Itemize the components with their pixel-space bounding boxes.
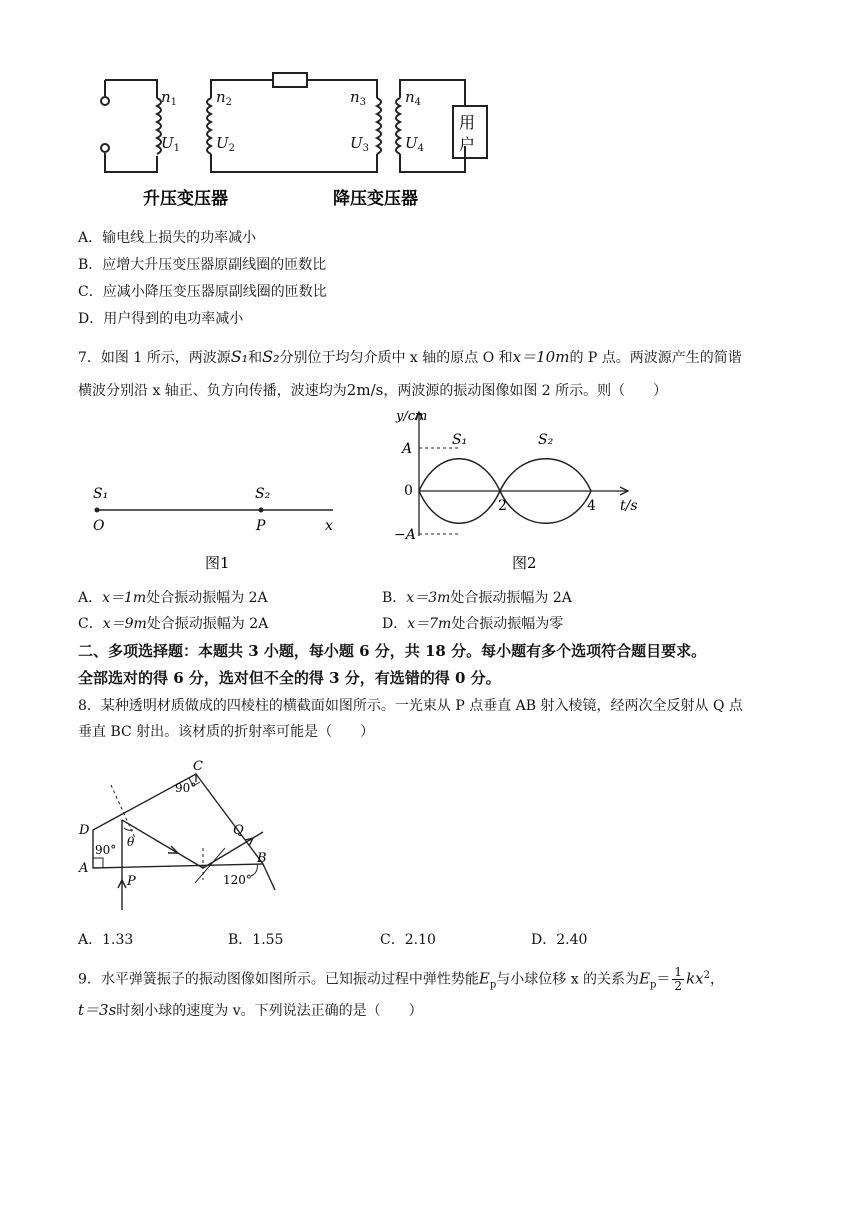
q7-option-a: A．x＝1m处合振动振幅为 2A — [78, 590, 268, 606]
prism-vertex-d: D — [79, 823, 90, 838]
q7-option-b: B．x＝3m处合振动振幅为 2A — [382, 590, 572, 606]
prism-vertex-c: C — [193, 760, 203, 774]
prism-angle-d: 90° — [95, 843, 117, 857]
prism-point-p: P — [127, 874, 136, 889]
prism-theta: θ — [127, 835, 135, 849]
q7-option-d: D．x＝7m处合振动振幅为零 — [382, 616, 564, 632]
fig1-p-label: P — [256, 518, 266, 534]
q8-option-c: C．2.10 — [380, 932, 436, 948]
q8-option-b: B．1.55 — [228, 932, 284, 948]
fig1-s2-label: S₂ — [255, 486, 271, 502]
label-u1: $U_1$ — [161, 134, 181, 154]
fig2-t-axis-label: t/s — [620, 498, 638, 514]
fig2-y-axis-label: y/cm — [396, 409, 428, 424]
user-label-bottom: 户 — [459, 135, 476, 154]
fig1-s1-label: S₁ — [93, 486, 109, 502]
fig2-a-label: A — [402, 441, 413, 457]
q6-option-a: A．输电线上损失的功率减小 — [78, 230, 257, 246]
label-n1: $n_1$ — [161, 88, 178, 108]
fig1-caption: 图1 — [205, 554, 230, 572]
step-up-caption: 升压变压器 — [143, 189, 228, 209]
prism-vertex-a: A — [79, 861, 89, 876]
fig1-origin-label: O — [93, 518, 105, 534]
user-label-top: 用 — [459, 113, 476, 132]
q6-option-b: B．应增大升压变压器原副线圈的匝数比 — [78, 257, 327, 273]
label-u3: $U_3$ — [350, 134, 370, 154]
q9-stem-line2: t＝3s时刻小球的速度为 v。下列说法正确的是（ ） — [78, 1001, 423, 1019]
fig2-s1-curve-label: S₁ — [452, 432, 468, 448]
q7-option-c: C．x＝9m处合振动振幅为 2A — [78, 616, 269, 632]
q9-stem-line1: 9．水平弹簧振子的振动图像如图所示。已知振动过程中弹性势能$E_p$与小球位移 x 的关系为$E_p=$ $\frac{1}{2}$ $kx^2$， — [78, 965, 724, 994]
q7-stem-line1: 7．如图 1 所示，两波源S₁和S₂分别位于均匀介质中 x 轴的原点 O 和x＝10m的 P 点。两波源产生的简谐 — [78, 347, 742, 366]
section2-heading-line1: 二、多项选择题：本题共 3 小题，每小题 6 分，共 18 分。每小题有多个选项符合题目要求。 — [78, 642, 707, 660]
prism-vertex-b: B — [257, 851, 267, 866]
label-n4: $n_4$ — [405, 88, 422, 108]
fig2-tick-2: 2 — [498, 498, 507, 514]
fig2-tick-4: 4 — [587, 498, 596, 514]
q8-option-a: A．1.33 — [78, 932, 134, 948]
q6-option-d: D．用户得到的电功率减小 — [78, 311, 244, 327]
prism-angle-c: 90° — [175, 781, 197, 795]
q8-prism-figure — [75, 760, 295, 920]
label-n2: $n_2$ — [216, 88, 233, 108]
q6-option-c: C．应减小降压变压器原副线圈的匝数比 — [78, 284, 327, 300]
label-n3: $n_3$ — [350, 88, 367, 108]
label-u4: $U_4$ — [405, 134, 425, 154]
step-down-caption: 降压变压器 — [333, 189, 418, 209]
prism-point-q: Q — [233, 823, 244, 838]
fig2-neg-a-label: −A — [394, 527, 416, 543]
q7-stem-line2: 横波分别沿 x 轴正、负方向传播，波速均为2m/s，两波源的振动图像如图 2 所示。则（ ） — [78, 381, 668, 399]
fig2-zero-label: 0 — [404, 483, 413, 499]
fig2-caption: 图2 — [512, 554, 537, 572]
q8-option-d: D．2.40 — [531, 932, 588, 948]
section2-heading-line2: 全部选对的得 6 分，选对但不全的得 3 分，有选错的得 0 分。 — [78, 669, 501, 687]
prism-angle-b: 120° — [223, 873, 252, 887]
q7-figure-2 — [388, 408, 658, 578]
fig2-s2-curve-label: S₂ — [538, 432, 554, 448]
q8-stem-line1: 8．某种透明材质做成的四棱柱的横截面如图所示。一光束从 P 点垂直 AB 射入棱镜，经两次全反射从 Q 点 — [78, 698, 743, 714]
q7-figure-1 — [85, 480, 355, 575]
fraction-one-half: $\frac{1}{2}$ — [674, 965, 683, 994]
fig1-x-label: x — [325, 518, 333, 534]
label-u2: $U_2$ — [216, 134, 236, 154]
q8-stem-line2: 垂直 BC 射出。该材质的折射率可能是（ ） — [78, 724, 375, 740]
transformer-circuit-figure — [95, 68, 500, 218]
